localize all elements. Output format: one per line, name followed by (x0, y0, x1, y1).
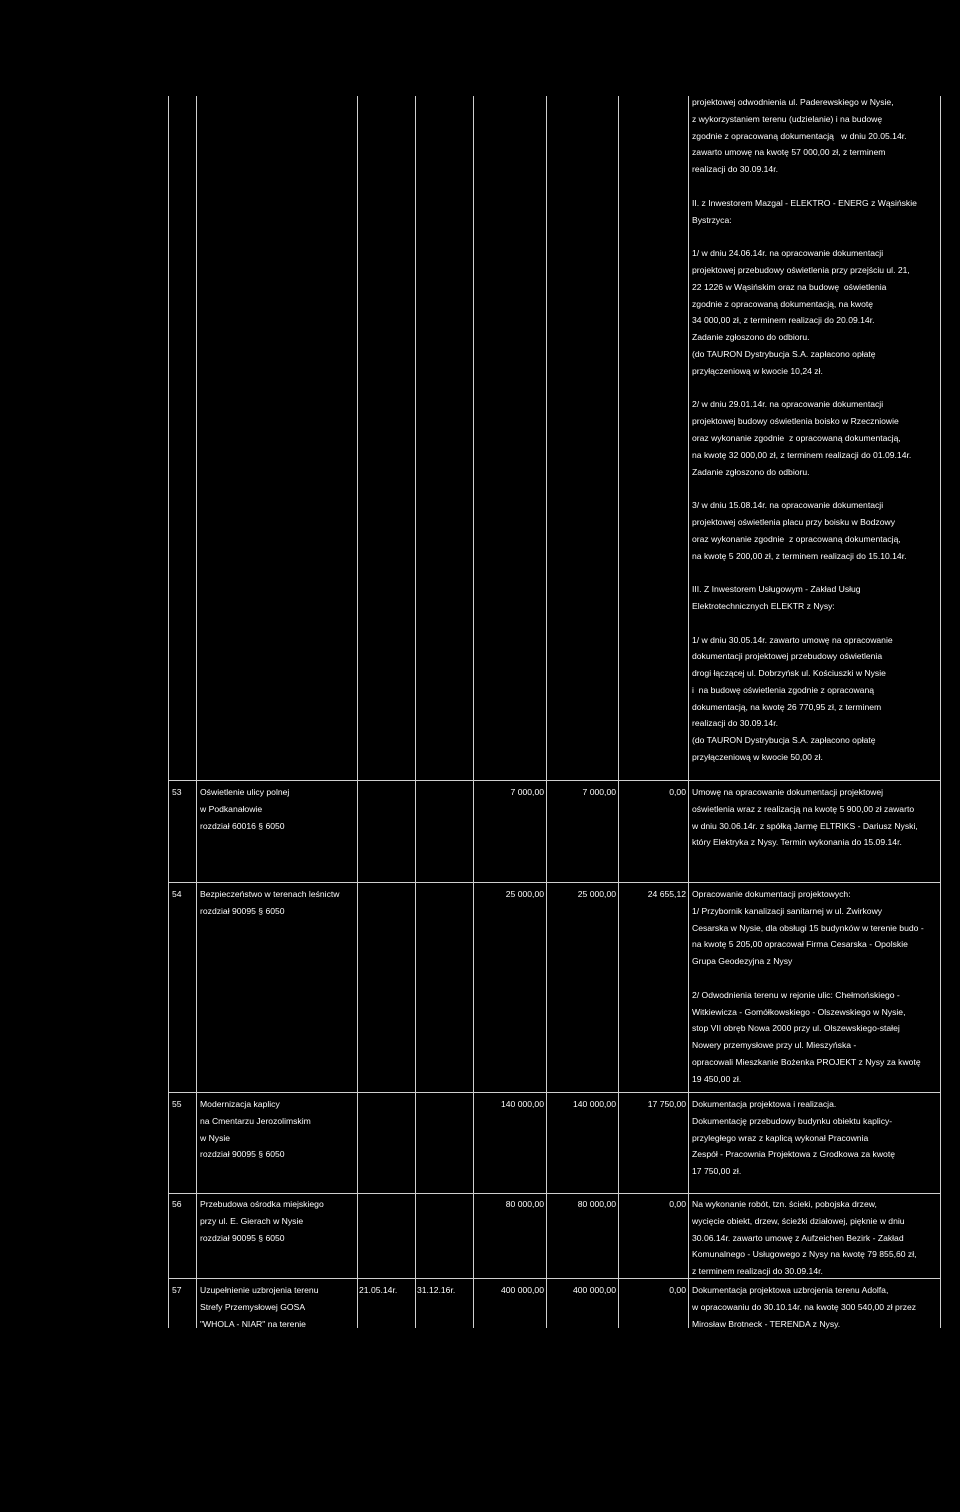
row-divider (168, 1193, 941, 1194)
task-name: Oświetlenie ulicy polnej w Podkanałowie rozdział 60016 § 6050 (200, 787, 290, 831)
executed-amount: 0,00 (669, 1285, 686, 1295)
planned-amount: 25 000,00 (505, 889, 544, 899)
task-name: Przebudowa ośrodka miejskiego przy ul. E. Gierach w Nysie rozdział 90095 § 6050 (200, 1199, 324, 1243)
col-divider (940, 96, 941, 1328)
executed-amount: 0,00 (669, 787, 686, 797)
row-divider (168, 882, 941, 883)
col-divider (473, 96, 474, 1328)
task-name: Bezpieczeństwo w terenach leśnictw rozdział 90095 § 6050 (200, 889, 340, 916)
task-description: Dokumentacja projektowa i realizacja. Dokumentację przebudowy budynku obiektu kaplicy- przyległego wraz z kaplicą wykonał Pracownia Zespół - Pracownia Projektowa z Grodkowa za kwotę 17 750,00 zł. (692, 1099, 895, 1177)
description-continuation: projektowej odwodnienia ul. Paderewskiego w Nysie, z wykorzystaniem terenu (udzielanie) i na budowę zgodnie z opracowaną dokumentacją w dniu 20.05.14r. zawarto umowę na kwotę 57 000,00 zł, z terminem realizacji do 30.09.14r. II. z Inwestorem Mazgal - ELEKTRO - ENERG z Wąsińskie Bystrzyca: 1/ w dniu 24.06.14r. na opracowanie dokumentacji projektowej przebudowy oświetlenia przy przejściu ul. 21, 22 1226 w Wąsińskim oraz na budowę oświetlenia zgodnie z opracowaną dokumentacją, na kwotę 34 000,00 zł, z terminem realizacji do 20.09.14r. Zadanie zgłoszono do odbioru. (do TAURON Dystrybucja S.A. zapłacono opłatę przyłączeniową w kwocie 10,24 zł. 2/ w dniu 29.01.14r. na opracowanie dokumentacji projektowej budowy oświetlenia boisko w Rzeczniowie oraz wykonanie zgodnie z opracowaną dokumentacją, na kwotę 32 000,00 zł, z terminem realizacji do 01.09.14r. Zadanie zgłoszono do odbioru. 3/ w dniu 15.08.14r. na opracowanie dokumentacji projektowej oświetlenia placu przy boisku w Bodzowy oraz wykonanie zgodnie z opracowaną dokumentacją, na kwotę 5 200,00 zł, z terminem realizacji do 15.10.14r. III. Z Inwestorem Usługowym - Zakład Usług Elektrotechnicznych ELEKTR z Nysy: 1/ w dniu 30.05.14r. zawarto umowę na opracowanie dokumentacji projektowej przebudowy oświetlenia drogi łączącej ul. Dobrzyńsk ul. Kościuszki w Nysie i na budowę oświetlenia zgodnie z opracowaną dokumentacją, na kwotę 26 770,95 zł, z terminem realizacji do 30.09.14r. (do TAURON Dystrybucja S.A. zapłacono opłatę przyłączeniową w kwocie 50,00 zł. (692, 97, 917, 763)
task-description: Na wykonanie robót, tzn. ścieki, pobojska drzew, wycięcie obiekt, drzew, ścieżki działowej, pięknie w dniu 30.06.14r. zawarto umowę z Aufzeichen Bezirk - Zakład Komunalnego - Usługowego z Nysy na kwotę 79 855,60 zł, z terminem realizacji do 30.09.14r. (692, 1199, 917, 1277)
planned-amount-after-change: 140 000,00 (572, 1099, 616, 1109)
row-number: 56 (172, 1199, 182, 1209)
col-divider (357, 96, 358, 1328)
planned-amount-after-change: 7 000,00 (582, 787, 616, 797)
col-divider (688, 96, 689, 1328)
executed-amount: 24 655,12 (647, 889, 686, 899)
planned-amount: 140 000,00 (500, 1099, 544, 1109)
row-divider (168, 1092, 941, 1093)
planned-amount-after-change: 25 000,00 (577, 889, 616, 899)
executed-amount: 17 750,00 (647, 1099, 686, 1109)
row-divider (168, 780, 941, 781)
col-divider (168, 96, 169, 1328)
task-description: Opracowanie dokumentacji projektowych: 1/ Przybornik kanalizacji sanitarnej w ul. Żwirkowy Cesarska w Nysie, dla obsługi 15 budynków w terenie budo - na kwotę 5 205,00 opracował Firma Cesarska - Opolskie Grupa Geodezyjna z Nysy 2/ Odwodnienia terenu w rejonie ulic: Chełmońskiego - Witkiewicza - Gomółkowskiego - Olszewskiego w Nysie, stop VII obręb Nowa 2000 przy ul. Olszewskiego-stałej Nowery przemysłowe przy ul. Mieszyńska - opracowali Mieszkanie Bożenka PROJEKT z Nysy za kwotę 19 450,00 zł. (692, 889, 924, 1084)
task-description: Dokumentacja projektowa uzbrojenia terenu Adolfa, w opracowaniu do 30.10.14r. na kwotę 300 540,00 zł przez Mirosław Brotneck - TERENDA z Nysy. (692, 1285, 917, 1329)
planned-amount-after-change: 80 000,00 (577, 1199, 616, 1209)
task-name: Uzupełnienie uzbrojenia terenu Strefy Przemysłowej GOSA "WHOLA - NIAR" na terenie (200, 1285, 319, 1329)
col-divider (415, 96, 416, 1328)
planned-amount-after-change: 400 000,00 (572, 1285, 616, 1295)
task-description: Umowę na opracowanie dokumentacji projektowej oświetlenia wraz z realizacją na kwotę 5 900,00 zł zawarto w dniu 30.06.14r. z spółką Jarmę ELTRIKS - Dariusz Nyski, który Elektryka z Nysy. Termin wykonania do 15.09.14r. (692, 787, 918, 848)
row-number: 53 (172, 787, 182, 797)
end-date: 31.12.16r. (417, 1285, 456, 1295)
row-number: 54 (172, 889, 182, 899)
row-number: 57 (172, 1285, 182, 1295)
planned-amount: 7 000,00 (510, 787, 544, 797)
col-divider (196, 96, 197, 1328)
row-number: 55 (172, 1099, 182, 1109)
planned-amount: 80 000,00 (505, 1199, 544, 1209)
executed-amount: 0,00 (669, 1199, 686, 1209)
task-name: Modernizacja kaplicy na Cmentarzu Jerozolimskim w Nysie rozdział 90095 § 6050 (200, 1099, 311, 1160)
planned-amount: 400 000,00 (500, 1285, 544, 1295)
start-date: 21.05.14r. (359, 1285, 398, 1295)
col-divider (618, 96, 619, 1328)
col-divider (546, 96, 547, 1328)
